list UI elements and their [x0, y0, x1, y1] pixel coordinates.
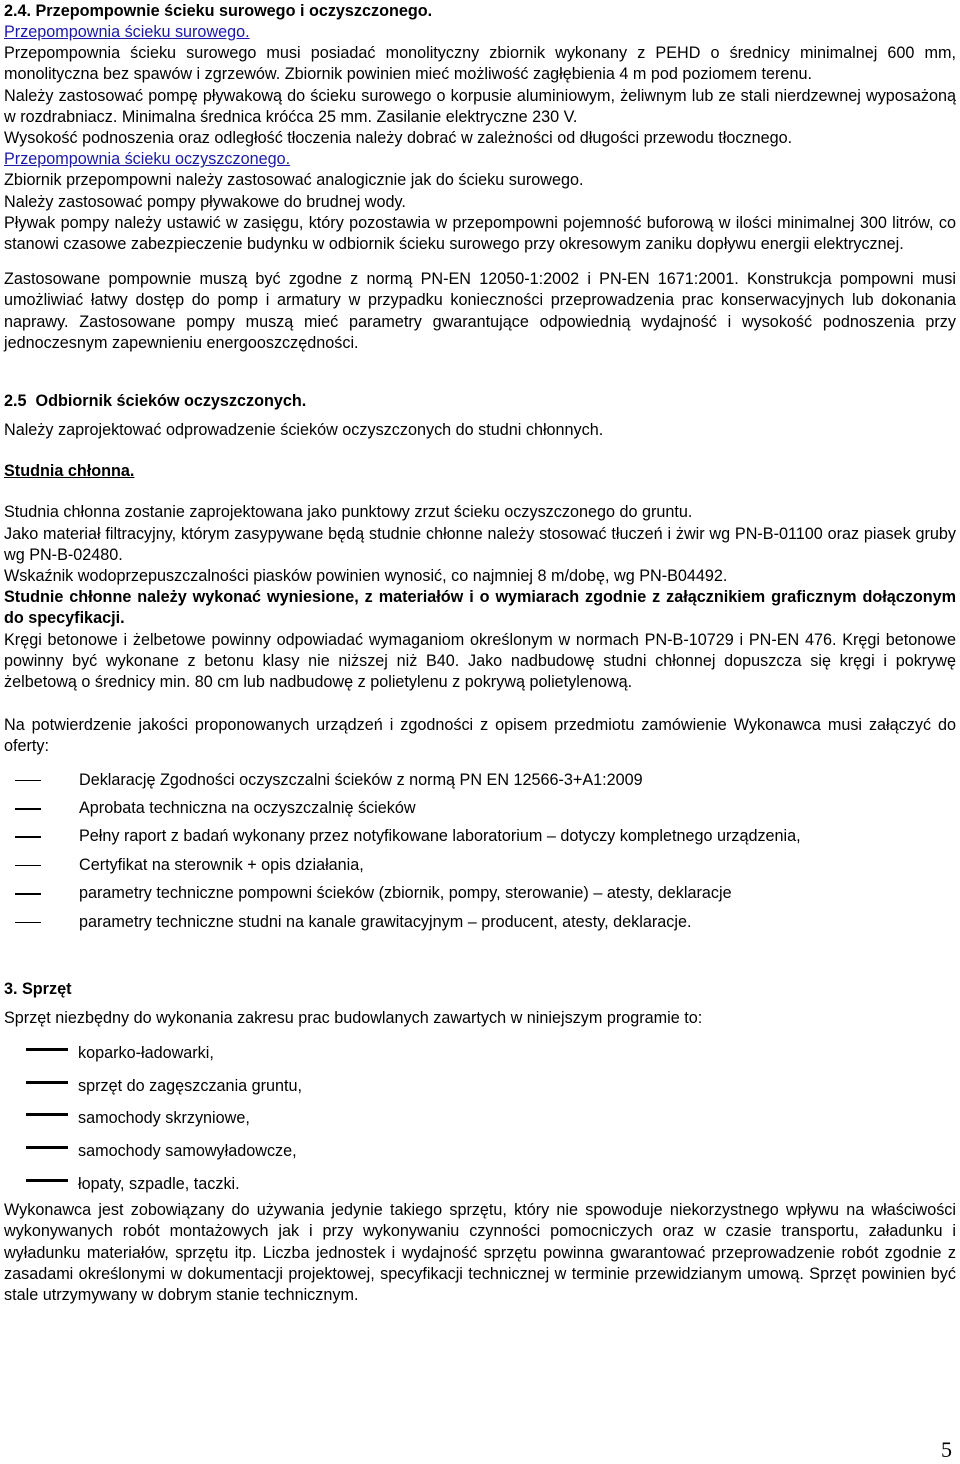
dash-bullet-icon [15, 922, 41, 924]
spacer [4, 936, 956, 978]
section-2-5-title: Odbiornik ścieków oczyszczonych. [35, 392, 307, 411]
list-item-text: Pełny raport z badań wykonany przez notyfikowane laboratorium – dotyczy kompletnego urządzenia, [79, 827, 801, 846]
raw-pump-paragraph-2: Należy zastosować pompę pływakową do ścieku surowego o korpusie aluminiowym, żeliwnym lub ze stali nierdzewnej wyposażoną w rozdrabniacz. Minimalna średnica króćca 25 mm. Zasilanie elektryczne 230 V. [4, 86, 956, 126]
dash-bullet-icon [26, 1081, 68, 1084]
list-item-text: samochody samowyładowcze, [78, 1142, 297, 1161]
list-item [4, 1168, 956, 1201]
section-3-heading: 3. Sprzęt [4, 980, 72, 999]
spacer [4, 255, 956, 269]
list-item [4, 1037, 956, 1070]
dash-bullet-icon [15, 808, 41, 810]
section-3-intro: Sprzęt niezbędny do wykonania zakresu prac budowlanych zawartych w niniejszym programie to: [4, 1009, 703, 1028]
dash-bullet-icon [15, 865, 41, 867]
spacer [4, 441, 956, 461]
page-number: 5 [941, 1437, 952, 1462]
section-2-4-heading: 2.4. Przepompownie ścieku surowego i oczyszczonego. [4, 2, 433, 20]
dash-bullet-icon [15, 836, 41, 838]
list-item [4, 822, 956, 850]
document-page [4, 0, 956, 1306]
absorption-well-heading: Studnia chłonna. [4, 462, 135, 481]
spacer [4, 412, 956, 420]
well-bold-paragraph: Studnie chłonne należy wykonać wyniesione, z materiałów i o wymiarach zgodnie z załącznikiem graficznym dołączonym do specyfikacji. [4, 588, 956, 628]
well-paragraph-4: Kręgi betonowe i żelbetowe powinny odpowiadać wymaganiom określonym w normach PN-B-10729 i PN-EN 476. Kręgi betonowe powinny być wykonane z betonu klasy nie niższej niż B40. Jako nadbudowę studni chłonnej dopuszcza się kręgi i pokrywę żelbetową o średnicy min. 80 cm lub nadbudowę z polietylenu z pokrywą polietylenową. [4, 630, 956, 692]
list-item [4, 851, 956, 879]
raw-pump-paragraph-3: Wysokość podnoszenia oraz odległość tłoczenia należy dobrać w zależności od długości przewodu tłocznego. [4, 129, 793, 148]
list-item-text: koparko-ładowarki, [78, 1044, 214, 1063]
list-item [4, 1135, 956, 1168]
raw-pump-station-link[interactable]: Przepompownia ścieku surowego. [4, 23, 250, 41]
list-item [4, 794, 956, 822]
dash-bullet-icon [26, 1146, 68, 1149]
clean-pump-station-link[interactable]: Przepompownia ścieku oczyszczonego. [4, 150, 291, 169]
list-item-text: łopaty, szpadle, taczki. [78, 1174, 240, 1193]
well-paragraph-2: Jako materiał filtracyjny, którym zasypywane będą studnie chłonne należy stosować tłuczeń i żwir wg PN-B-01100 oraz piasek gruby wg PN-B-02480. [4, 524, 956, 564]
list-item [4, 1070, 956, 1103]
section-2-5-number: 2.5 [4, 392, 27, 411]
clean-pump-station-heading [4, 149, 956, 170]
section-2-5-heading [4, 390, 956, 412]
list-item [4, 1102, 956, 1135]
list-item-text: parametry techniczne pompowni ścieków (zbiornik, pompy, sterowanie) – atesty, deklaracje [79, 884, 732, 903]
equipment-list [4, 1037, 956, 1200]
list-item [4, 908, 956, 936]
list-item-text: parametry techniczne studni na kanale grawitacyjnym – producent, atesty, deklaracje. [79, 912, 692, 931]
list-item-text: Deklarację Zgodności oczyszczalni ścieków z normą PN EN 12566-3+A1:2009 [79, 770, 643, 789]
confirmation-paragraph: Na potwierdzenie jakości proponowanych urządzeń i zgodności z opisem przedmiotu zamówienie Wykonawca musi załączyć do oferty: [4, 716, 956, 756]
raw-pump-station-heading [4, 22, 956, 43]
section-3-closing-paragraph: Wykonawca jest zobowiązany do używania jedynie takiego sprzętu, który nie spowoduje niekorzystnego wpływu na właściwości wykonywanych robót montażowych jak i przy wykonywaniu czynności pomocniczych oraz w czasie transportu, załadunku i wyładunku materiałów, sprzętu itp. Liczba jednostek i wydajność sprzętu powinna gwarantować przeprowadzenie robót zgodnie z zasadami określonymi w dokumentacji projektowej, specyfikacji technicznej w terminie przewidzianym umową. Sprzęt powinien być stale utrzymywany w dobrym stanie technicznym. [4, 1201, 956, 1305]
spacer [4, 482, 956, 502]
well-paragraph-1: Studnia chłonna zostanie zaprojektowana jako punktowy zrzut ścieku oczyszczonego do gruntu. [4, 503, 693, 522]
section-2-5-intro: Należy zaprojektować odprowadzenie ścieków oczyszczonych do studni chłonnych. [4, 421, 604, 440]
spacer [4, 1000, 956, 1008]
spacer [4, 693, 956, 715]
list-item [4, 879, 956, 907]
spacer [4, 354, 956, 390]
dash-bullet-icon [26, 1179, 68, 1182]
clean-pump-paragraph-1: Zbiornik przepompowni należy zastosować analogicznie jak do ścieku surowego. [4, 171, 584, 190]
dash-bullet-icon [15, 780, 41, 782]
list-item-text: Aprobata techniczna na oczyszczalnię ścieków [79, 799, 416, 818]
dash-bullet-icon [15, 893, 41, 895]
dash-bullet-icon [26, 1113, 68, 1116]
well-paragraph-3: Wskaźnik wodoprzepuszczalności piasków powinien wynosić, co najmniej 8 m/dobę, wg PN-B04492. [4, 567, 728, 586]
float-paragraph: Pływak pompy należy ustawić w zasięgu, który pozostawia w przepompowni pojemność buforową w ilości minimalnej 300 litrów, co stanowi czasowe zabezpieczenie budynku w odbiornik ścieku surowego przy okresowym zaniku dopływu energii elektrycznej. [4, 213, 956, 254]
list-item-text: samochody skrzyniowe, [78, 1109, 250, 1128]
list-item-text: Certyfikat na sterownik + opis działania, [79, 855, 364, 874]
raw-pump-paragraph-1: Przepompownia ścieku surowego musi posiadać monolityczny zbiornik wykonany z PEHD o średnicy minimalnej 600 mm, monolityczna bez spawów i zgrzewów. Zbiornik powinien mieć możliwość zagłębienia 4 m pod poziomem terenu. [4, 44, 956, 84]
required-documents-list [4, 766, 956, 936]
clean-pump-paragraph-2: Należy zastosować pompy pływakowe do brudnej wody. [4, 192, 406, 211]
dash-bullet-icon [26, 1048, 68, 1051]
list-item-text: sprzęt do zagęszczania gruntu, [78, 1076, 303, 1095]
list-item [4, 766, 956, 794]
norms-paragraph: Zastosowane pompownie muszą być zgodne z normą PN-EN 12050-1:2002 i PN-EN 1671:2001. Konstrukcja pompowni musi umożliwiać łatwy dostęp do pomp i armatury w przypadku konieczności przeprowadzenia prac konserwacyjnych lub dokonania naprawy. Zastosowane pompy muszą mieć parametry gwarantujące odpowiednią wydajność i wysokość podnoszenia przy jednoczesnym zapewnieniu energooszczędności. [4, 270, 956, 352]
